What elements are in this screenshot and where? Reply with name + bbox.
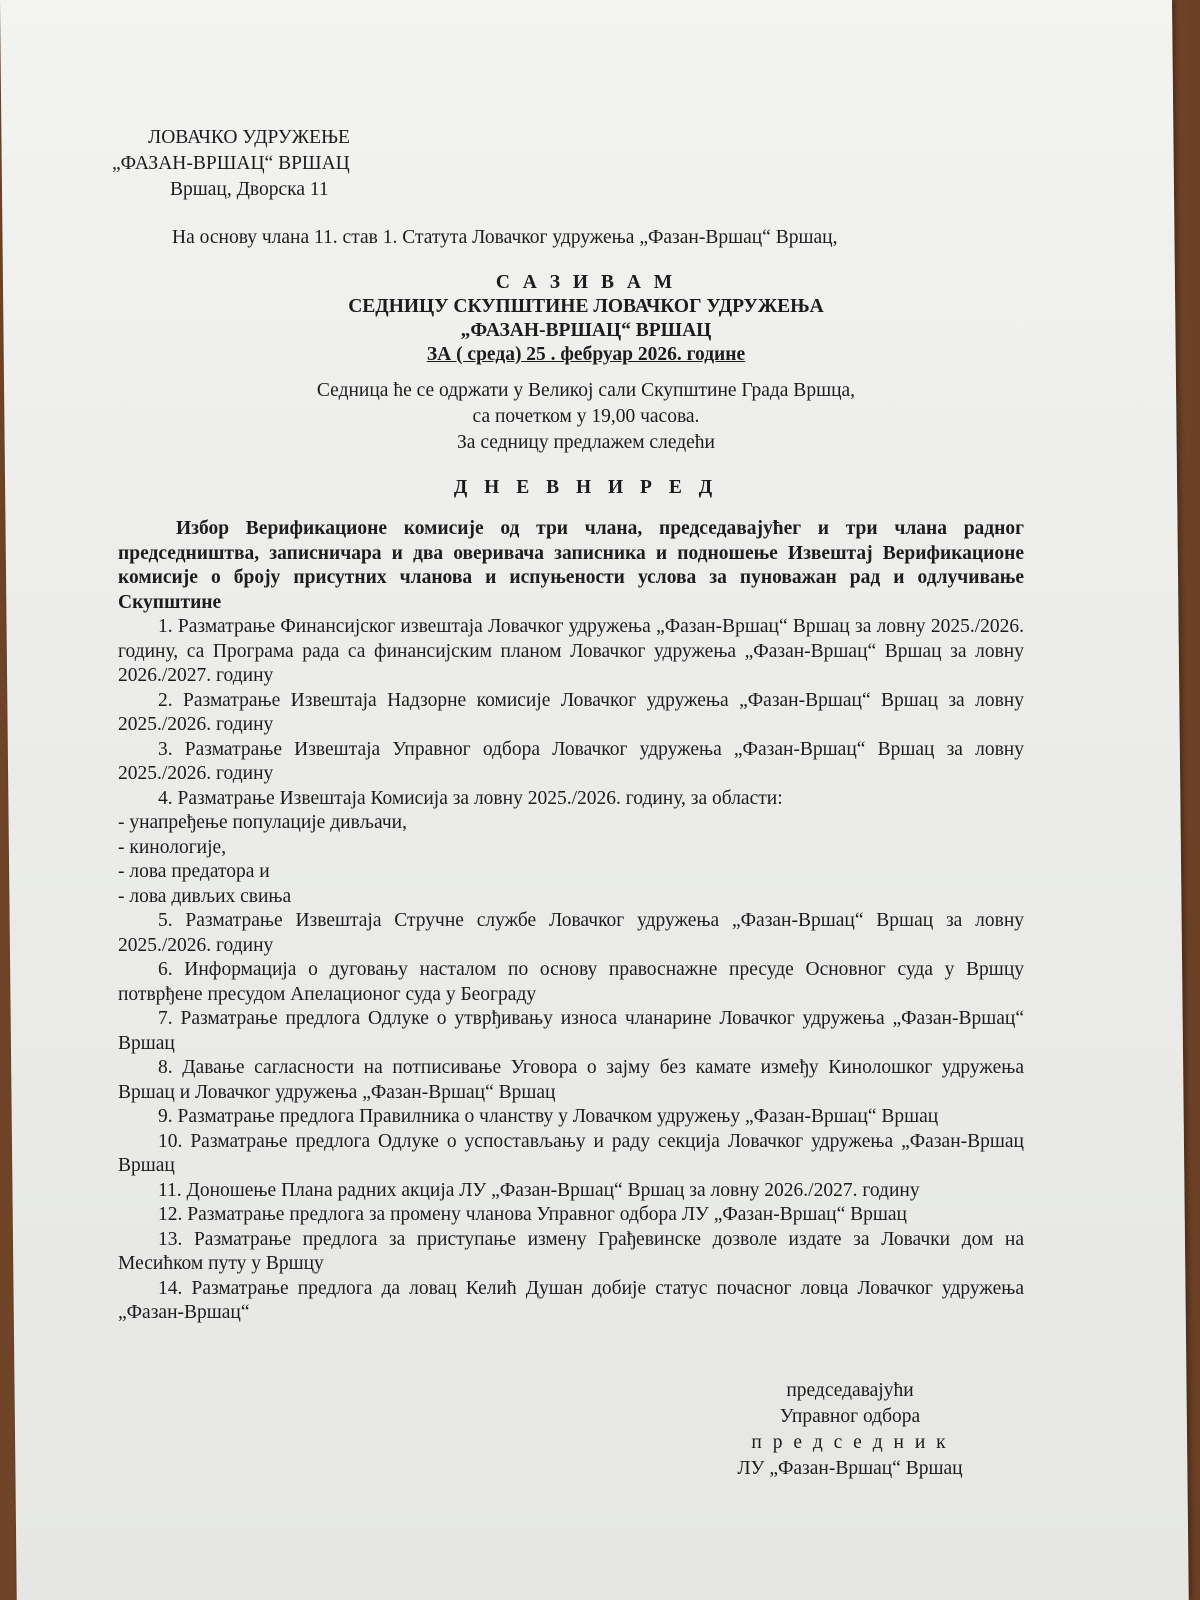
agenda-title: Д Н Е В Н И Р Е Д [453,477,719,498]
signature-org: ЛУ „Фазан-Вршац“ Вршац [737,1458,963,1479]
letterhead [112,125,412,203]
agenda-list [118,517,1024,1326]
org-name: ЛОВАЧКО УДРУЖЕЊЕ [148,127,350,148]
convocation-org: „ФАЗАН-ВРШАЦ“ ВРШАЦ [460,320,712,341]
agenda-preamble: Избор Верификационе комисије од три члана, председавајућег и три члана радног председништва, записничара и два оверивача записника и подношење Извештај Верификационе комисије о броју присутних чланова и испуњености услова за пуноважан рад и одлучивање Скупштине [118,518,1024,613]
agenda-item: 4. Разматрање Извештаја Комисија за ловну 2025./2026. годину, за области: [158,787,783,809]
meeting-info [0,378,1172,456]
signature-role: председавајући [786,1380,914,1401]
agenda-item: 3. Разматрање Извештаја Управног одбора Ловачког удружења „Фазан-Вршац“ Вршац за ловну 2025./2026. годину [118,738,1024,784]
agenda-subitem: - лова предатора и [118,861,270,882]
org-address: Вршац, Дворска 11 [170,179,329,200]
meeting-proposal: За седницу предлажем следећи [457,432,715,453]
convocation-subtitle: СЕДНИЦУ СКУПШТИНЕ ЛОВАЧКОГ УДРУЖЕЊА [348,296,824,317]
convocation-title: С А З И В А М [495,272,677,293]
convocation-block [0,271,1172,367]
agenda-item: 2. Разматрање Извештаја Надзорне комисије Ловачког удружења „Фазан-Вршац“ Вршац за ловну 2025./2026. годину [118,689,1024,735]
meeting-location: Седница ће се одржати у Великој сали Скупштине Града Вршца, [316,380,856,401]
intro-text: На основу члана 11. став 1. Статута Ловачког удружења „Фазан-Вршац“ Вршац, [172,227,838,248]
org-name-2: „ФАЗАН-ВРШАЦ“ ВРШАЦ [112,153,350,174]
agenda-item: 9. Разматрање предлога Правилника о чланству у Ловачком удружењу „Фазан-Вршац“ Вршац [158,1106,939,1127]
agenda-item: 14. Разматрање предлога да ловац Келић Душан добије статус почасног ловца Ловачког удружења „Фазан-Вршац“ [118,1277,1024,1323]
agenda-item: 1. Разматрање Финансијског извештаја Ловачког удружења „Фазан-Вршац“ Вршац за ловну 2025./2026. годину, са Програма рада са финансијским планом Ловачког удружења „Фазан-Вршац“ Вршац за ловну 2026./2027. годину [118,616,1024,686]
agenda-item: 7. Разматрање предлога Одлуке о утврђивању износа чланарине Ловачког удружења „Фазан-Вршац“ Вршац [118,1008,1024,1054]
agenda-subitem: - унапређење популације дивљачи, [118,812,407,833]
signature-board: Управног одбора [779,1406,921,1427]
agenda-item: 6. Информација о дуговању насталом по основу правоснажне пресуде Основног суда у Вршцу потврђене пресудом Апелационог суда у Београду [118,959,1024,1005]
agenda-item: 12. Разматрање предлога за промену чланова Управног одбора ЛУ „Фазан-Вршац“ Вршац [158,1204,907,1225]
signature-block [700,1378,1000,1482]
agenda-item: 13. Разматрање предлога за приступање измену Грађевинске дозволе издате за Ловачки дом на Месићком путу у Вршцу [118,1228,1024,1274]
meeting-time: са почетком у 19,00 часова. [472,406,700,427]
agenda-subitem: - кинологије, [118,836,227,858]
agenda-item: 5. Разматрање Извештаја Стручне службе Ловачког удружења „Фазан-Вршац“ Вршац за ловну 2025./2026. годину [118,910,1024,956]
agenda-subitem: - лова дивљих свиња [118,885,292,907]
agenda-item: 11. Доношење Плана радних акција ЛУ „Фазан-Вршац“ Вршац за ловну 2026./2027. годину [158,1179,920,1201]
signature-title: п р е д с е д н и к [751,1432,949,1453]
convocation-date: ЗА ( среда) 25 . фебруар 2026. године [426,344,746,365]
agenda-item: 8. Давање сагласности на потписивање Уговора о зајму без камате између Кинолошког удружења Вршац и Ловачког удружења „Фазан-Вршац“ Вршац [118,1057,1024,1103]
agenda-item: 10. Разматрање предлога Одлуке о успостављању и раду секција Ловачког удружења „Фазан-Вршац Вршац [118,1130,1024,1176]
